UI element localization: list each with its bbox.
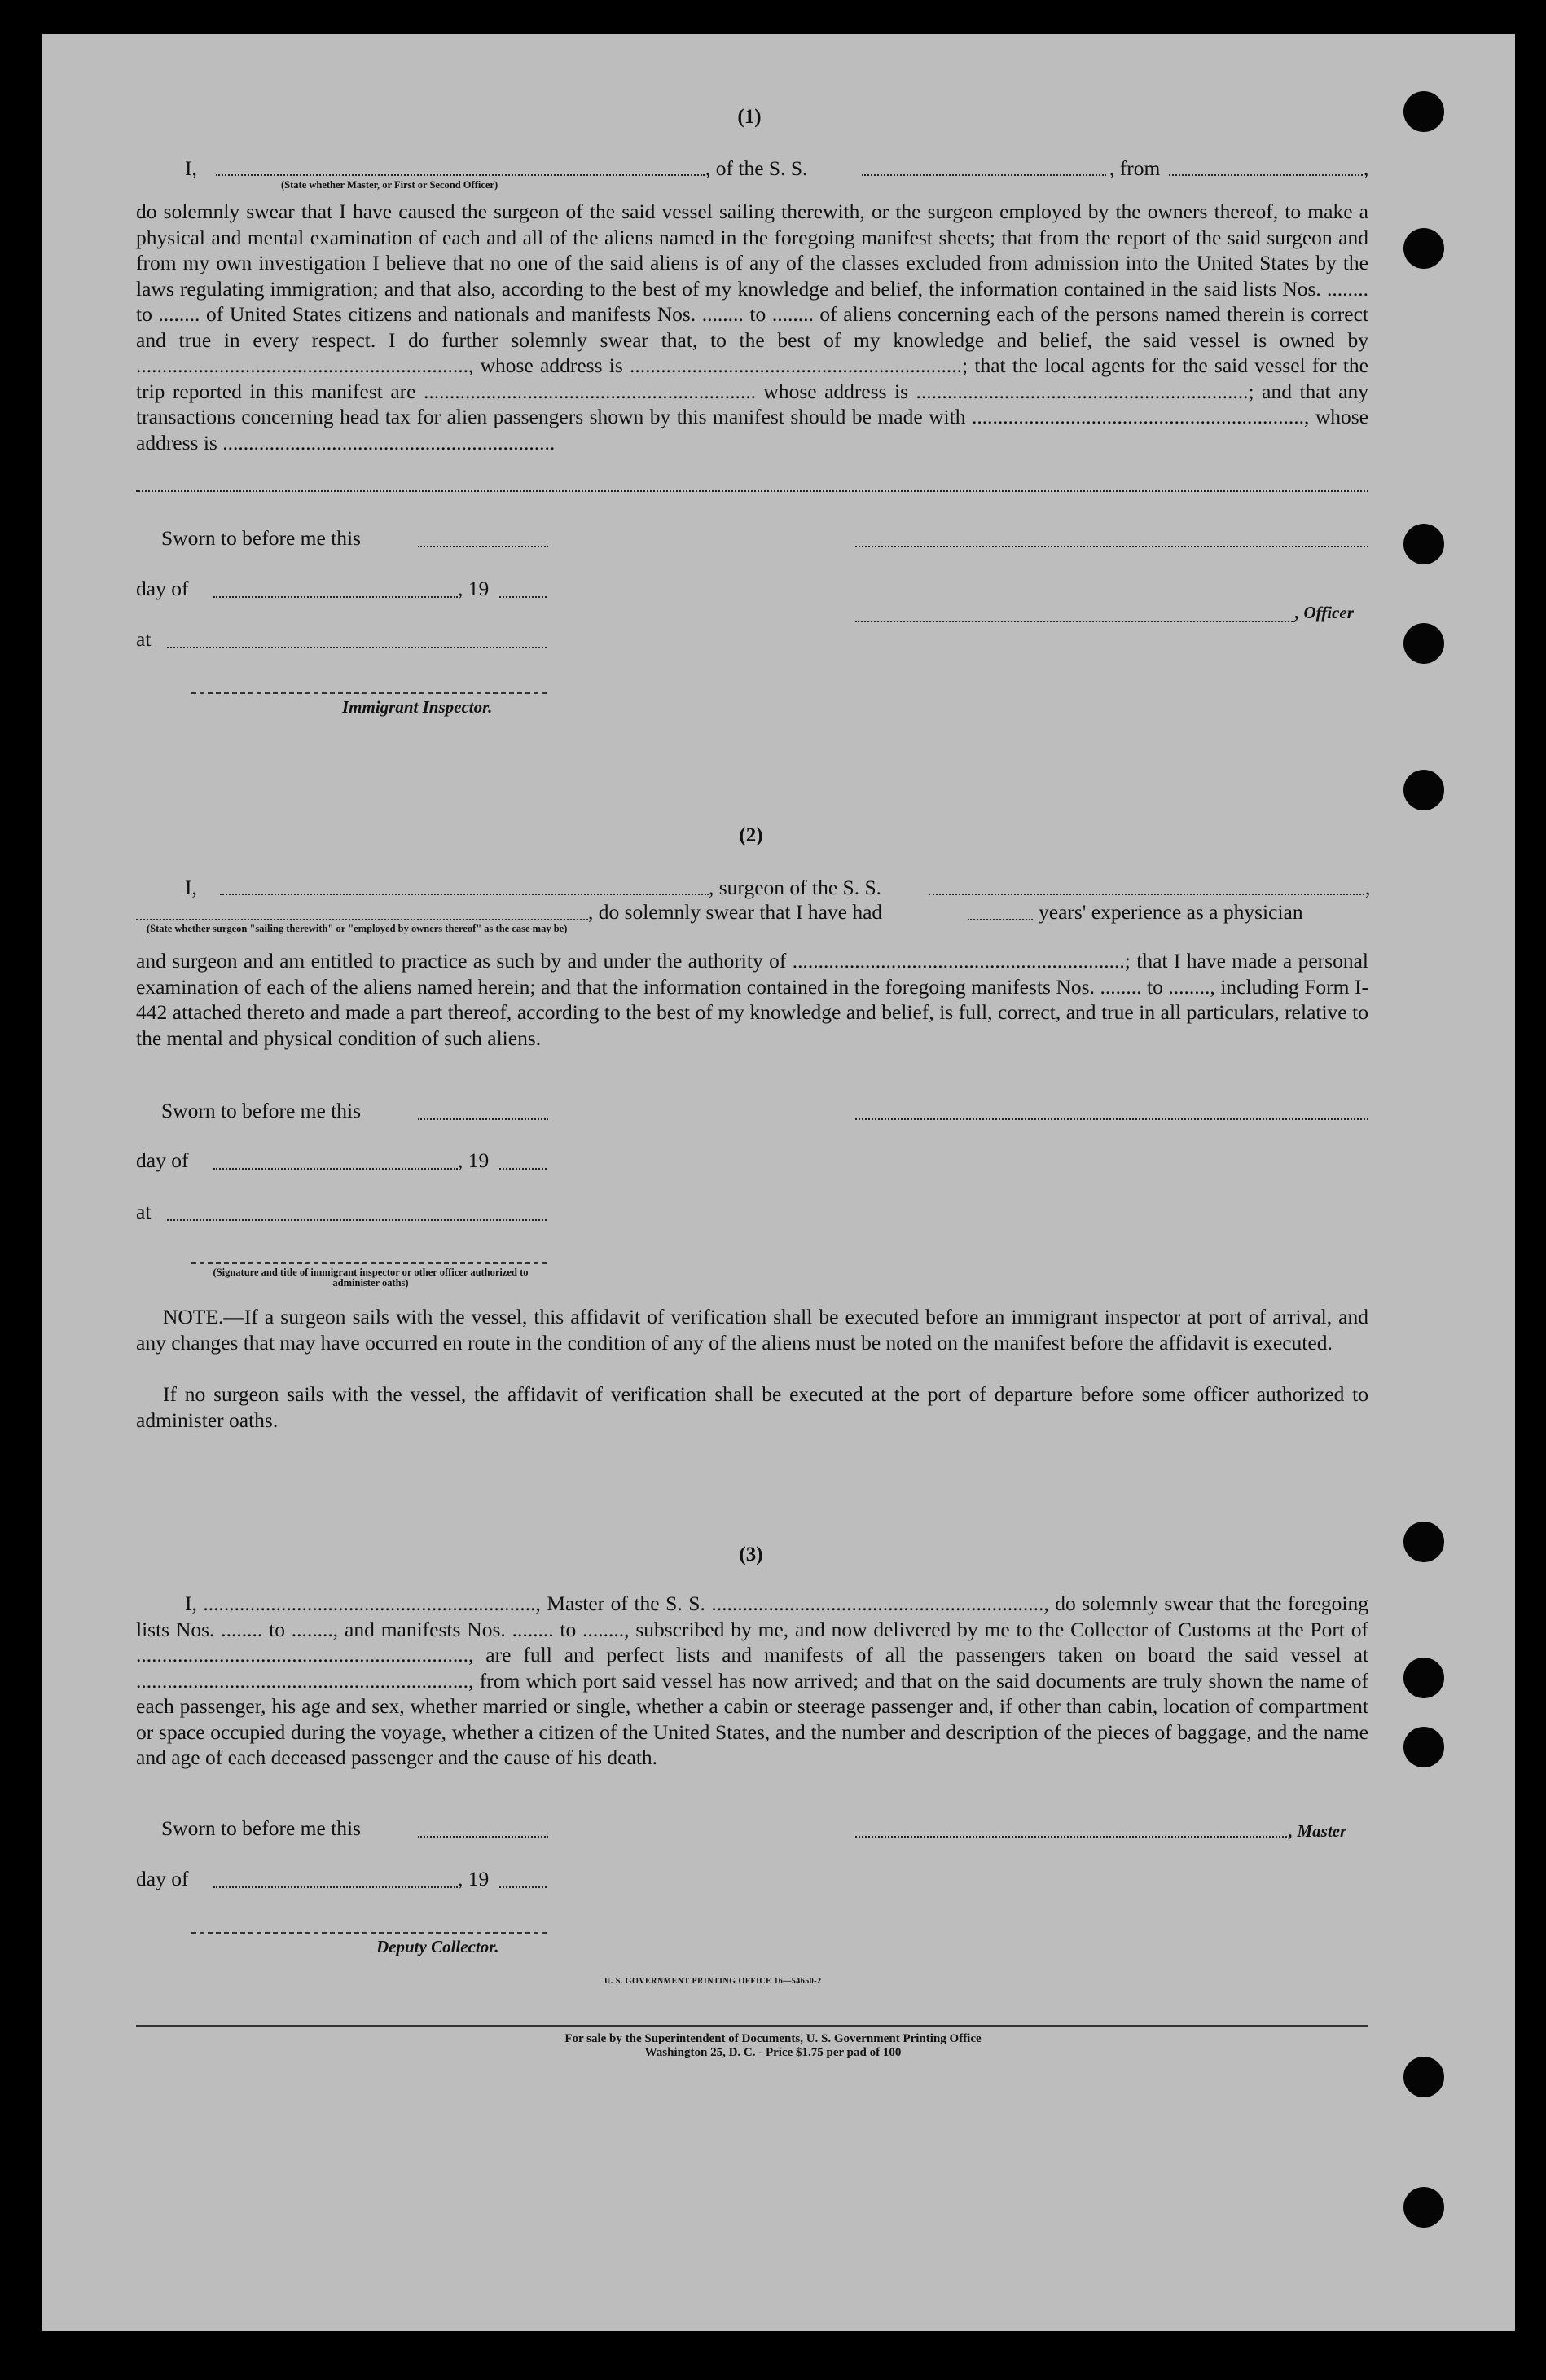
sale-notice-line1: For sale by the Superintendent of Documents, U. S. Government Printing Office — [564, 2032, 982, 2045]
affidavit2-day-blank — [213, 1168, 458, 1170]
punch-hole-2 — [1403, 228, 1444, 269]
punch-hole-5 — [1403, 770, 1444, 810]
master-name-blank — [216, 174, 705, 176]
surgeon-name-blank — [220, 894, 709, 895]
affidavit3-sworn: Sworn to before me this — [161, 1816, 362, 1840]
affidavit2-ship-label: , surgeon of the S. S. — [709, 876, 882, 899]
note-paragraph-1: NOTE.—If a surgeon sails with the vessel, this affidavit of verification shall be executed before an immigrant inspector at port of arrival, and any changes that may have occurred en route in the condition of any of the aliens must be noted on the manifest before the affidavit is executed. — [136, 1305, 1368, 1355]
punch-hole-9 — [1403, 2057, 1444, 2097]
affidavit2-experience: years' experience as a physician — [1039, 900, 1303, 924]
punch-hole-1 — [1403, 91, 1444, 132]
surgeon-signature-blank — [855, 1118, 1368, 1120]
affidavit2-year: , 19 — [458, 1148, 490, 1172]
affidavit1-sworn: Sworn to before me this — [161, 526, 362, 550]
affidavit1-year: , 19 — [458, 577, 490, 600]
affidavit2-at: at — [136, 1200, 152, 1223]
affidavit3-year-blank — [499, 1886, 547, 1888]
affidavit2-body: and surgeon and am entitled to practice as such by and under the authority of ................................................................; that I have made a personal examination of each of the aliens named herein; and that the information contained in the foregoing manifests Nos. ........ to ........, including Form I-442 attached thereto and made a part thereof, according to the best of my knowledge and belief, is full, correct, and true in all particulars, relative to the mental and physical condition of such aliens. — [136, 949, 1368, 1050]
punch-hole-6 — [1403, 1522, 1444, 1562]
affidavit2-day-of: day of — [136, 1148, 189, 1172]
deputy-collector-label: Deputy Collector. — [376, 1937, 499, 1956]
affidavit3-day-blank — [213, 1886, 458, 1888]
affidavit2-at-blank — [167, 1219, 547, 1221]
affidavit3-year: , 19 — [458, 1867, 490, 1890]
affidavit3-body: I, ................................................................, Master of the S. S. ................................................................, do solemnly swear that the foregoing lists Nos. ........ to ........, and manifests Nos. ........ to ........, subscribed by me, and now delivered by me to the Collector of Customs at the Port of ................................................................, are full and perfect lists and manifests of all the passengers taken on board the said vessel at ................................................................, from which port said vessel has now arrived; and that on the said documents are truly shown the name of each passenger, his age and sex, whether married or single, whether a cabin or steerage passenger and, if other than cabin, location of compartment or space occupied during the voyage, whether a citizen of the United States, and the number and description of the pieces of baggage, and the name and age of each deceased passenger and the cause of his death. — [136, 1592, 1368, 1769]
surgeon-type-blank — [136, 919, 588, 920]
affidavit2-year-blank — [499, 1168, 547, 1170]
sale-notice-line2: Washington 25, D. C. - Price $1.75 per pad of 100 — [644, 2046, 902, 2059]
affidavit2-sworn-blank — [418, 1118, 548, 1120]
surgeon-type-note: (State whether surgeon "sailing therewith" or "employed by owners thereof" as the case may be) — [147, 923, 568, 934]
ship-name-blank — [862, 174, 1106, 176]
oath-officer-signature-line — [191, 1262, 547, 1264]
affidavit3-sworn-blank — [418, 1836, 548, 1838]
punch-hole-4 — [1403, 623, 1444, 664]
departure-port-blank — [1169, 174, 1363, 176]
affidavit1-address-blank — [136, 490, 1368, 492]
master-signature-blank — [855, 1836, 1287, 1838]
punch-hole-8 — [1403, 1727, 1444, 1767]
inspector-signature-line — [191, 692, 547, 694]
gpo-imprint: U. S. GOVERNMENT PRINTING OFFICE 16—54650-2 — [604, 1977, 822, 1986]
affidavit2-opening: I, — [185, 876, 197, 899]
affidavit1-year-blank — [499, 596, 547, 598]
punch-hole-10 — [1403, 2187, 1444, 2228]
affidavit1-body: do solemnly swear that I have caused the surgeon of the said vessel sailing therewith, or the surgeon employed by the owners thereof, to make a physical and mental examination of each and all of the aliens named in the foregoing manifest sheets; that from the report of the said surgeon and from my own investigation I believe that no one of the said aliens is of any of the classes excluded from admission into the United States by the laws regulating immigration; and that also, according to the best of my knowledge and belief, the information contained in the said lists Nos. ........ to ........ of United States citizens and nationals and manifests Nos. ........ to ........ of aliens concerning each of the persons named therein is correct and true in every respect. I do further solemnly swear that, to the best of my knowledge and belief, the said vessel is owned by ................................................................, whose address is ................................................................; that the local agents for the said vessel for the trip reported in this manifest are ................................................................ whose address is ................................................................; and that any transactions concerning head tax for alien passengers shown by this manifest should be made with ................................................................, whose address is ................................................................ — [136, 200, 1368, 454]
officer-title-blank — [855, 621, 1295, 622]
years-experience-blank — [968, 919, 1033, 920]
affidavit1-day-of: day of — [136, 577, 189, 600]
punch-hole-3 — [1403, 524, 1444, 564]
section-number-3: (3) — [739, 1543, 763, 1565]
affidavit2-comma: , — [1365, 876, 1371, 899]
officer-signature-blank — [855, 546, 1368, 547]
affidavit1-sworn-blank — [418, 546, 548, 547]
affidavit1-ship-label: , of the S. S. — [705, 156, 808, 180]
footer-rule — [136, 2025, 1368, 2027]
affidavit1-at-blank — [167, 647, 547, 648]
affidavit1-opening: I, — [185, 156, 197, 180]
section-number-2: (2) — [739, 824, 763, 846]
affidavit1-from-label: , from — [1109, 156, 1161, 180]
deputy-collector-signature-line — [191, 1932, 547, 1934]
immigrant-inspector-label: Immigrant Inspector. — [342, 697, 493, 717]
signature-title-note: (Signature and title of immigrant inspector or other officer authorized to administer oaths) — [213, 1267, 529, 1289]
officer-label: , Officer — [1295, 603, 1354, 622]
note-paragraph-2: If no surgeon sails with the vessel, the affidavit of verification shall be executed at the port of departure before some officer authorized to administer oaths. — [136, 1382, 1368, 1432]
section-number-1: (1) — [737, 106, 762, 128]
affidavit1-comma: , — [1364, 156, 1369, 180]
affidavit2-ship-blank — [929, 894, 1364, 895]
punch-hole-7 — [1403, 1658, 1444, 1698]
master-rank-note: (State whether Master, or First or Second Officer) — [281, 179, 498, 191]
affidavit2-swear: , do solemnly swear that I have had — [588, 900, 883, 924]
affidavit1-at: at — [136, 627, 152, 651]
master-label: , Master — [1289, 1821, 1347, 1841]
affidavit3-day-of: day of — [136, 1867, 189, 1890]
affidavit2-sworn: Sworn to before me this — [161, 1099, 362, 1122]
affidavit1-day-blank — [213, 596, 458, 598]
